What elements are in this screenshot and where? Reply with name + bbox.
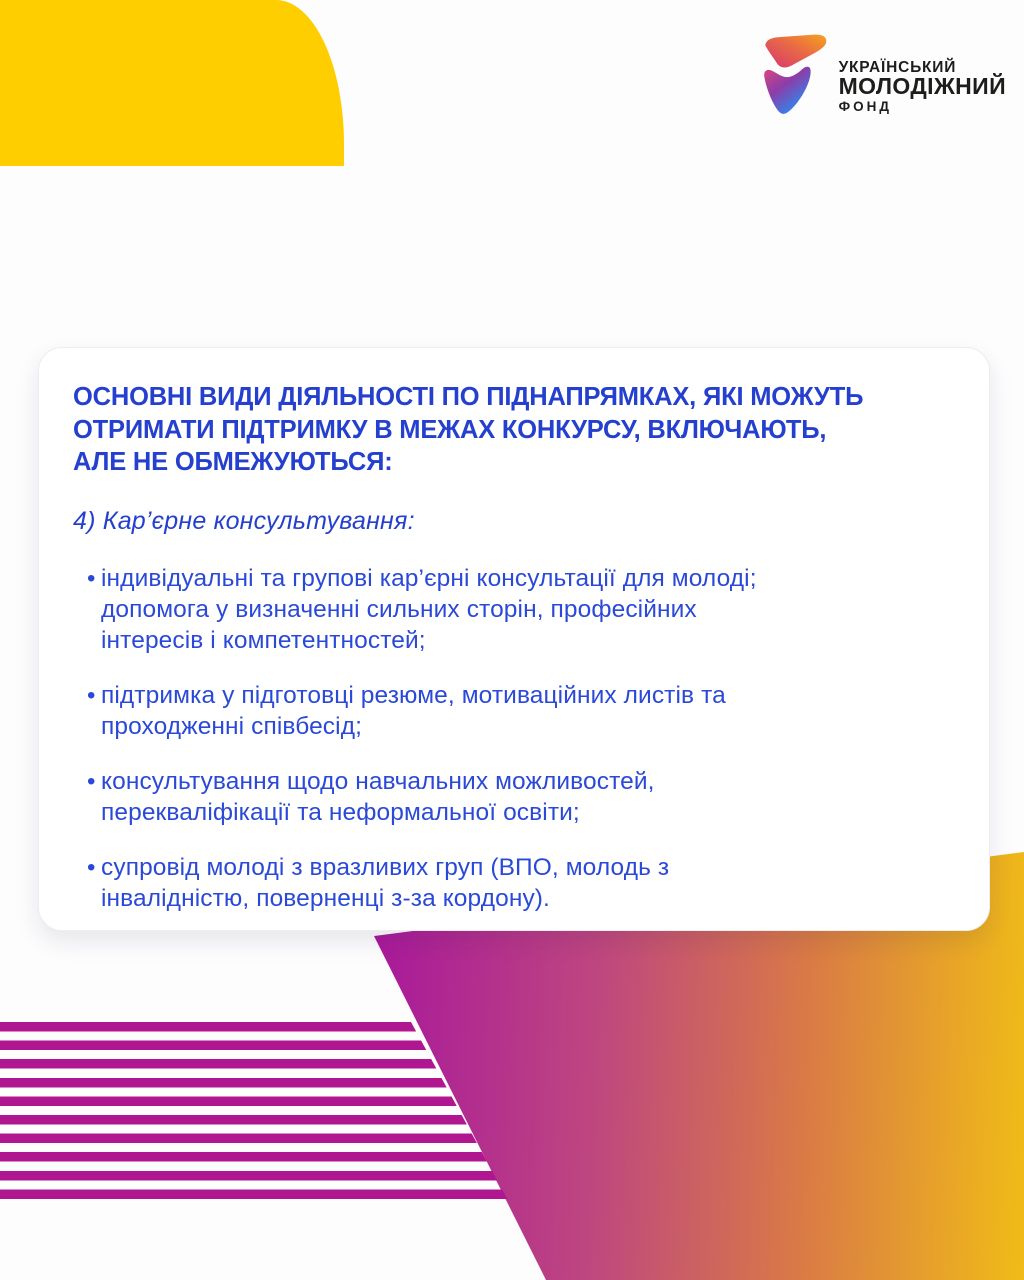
bullet-text	[101, 766, 655, 828]
heading-line-3: АЛЕ НЕ ОБМЕЖУЮТЬСЯ:	[73, 448, 393, 476]
bullet-icon: •	[87, 767, 96, 795]
heading-line-1: ОСНОВНІ ВИДИ ДІЯЛЬНОСТІ ПО ПІДНАПРЯМКАХ, ЯКІ МОЖУТЬ	[73, 383, 864, 411]
bullet-icon: •	[87, 564, 96, 592]
list-item	[73, 852, 955, 914]
list-item	[73, 563, 955, 656]
bullet-line: консультування щодо навчальних можливостей,	[101, 767, 655, 795]
brand-logo	[761, 34, 1006, 118]
bullet-line: супровід молоді з вразливих груп (ВПО, молодь з	[101, 853, 670, 881]
logo-word-fund: ФОНД	[838, 99, 892, 114]
heading-line-2: ОТРИМАТИ ПІДТРИМКУ В МЕЖАХ КОНКУРСУ, ВКЛЮЧАЮТЬ,	[73, 415, 827, 444]
bullet-list	[73, 563, 955, 914]
bullet-line: проходженні співбесід;	[101, 712, 363, 740]
bullet-line: інтересів і компетентностей;	[101, 626, 426, 654]
bullet-icon: •	[87, 681, 96, 709]
logo-top-petal	[765, 35, 826, 68]
yellow-corner-shape	[0, 0, 344, 166]
bullet-text	[101, 852, 669, 914]
logo-word-ukrainian: УКРАЇНСЬКИЙ	[838, 59, 957, 76]
bullet-line: інвалідністю, поверненці з-за кордону).	[101, 884, 550, 912]
logo-wordmark	[839, 61, 1006, 114]
bullet-line: допомога у визначенні сильних сторін, професійних	[101, 595, 697, 623]
youth-fund-logo-icon	[761, 34, 833, 118]
bullet-text	[101, 680, 726, 742]
content-card	[38, 347, 990, 931]
bullet-line: підтримка у підготовці резюме, мотиваційних листів та	[101, 681, 726, 709]
bullet-icon: •	[87, 853, 96, 881]
list-item	[73, 680, 955, 742]
bullet-text	[101, 563, 757, 656]
bullet-line: перекваліфікації та неформальної освіти;	[101, 798, 580, 826]
bullet-line: індивідуальні та групові кар’єрні консультації для молоді;	[101, 564, 757, 592]
logo-bottom-petal	[764, 67, 810, 114]
logo-word-youth: МОЛОДІЖНИЙ	[838, 73, 1006, 99]
list-item	[73, 766, 955, 828]
card-heading	[73, 381, 955, 479]
card-subtitle: 4) Кар’єрне консультування:	[73, 506, 415, 535]
